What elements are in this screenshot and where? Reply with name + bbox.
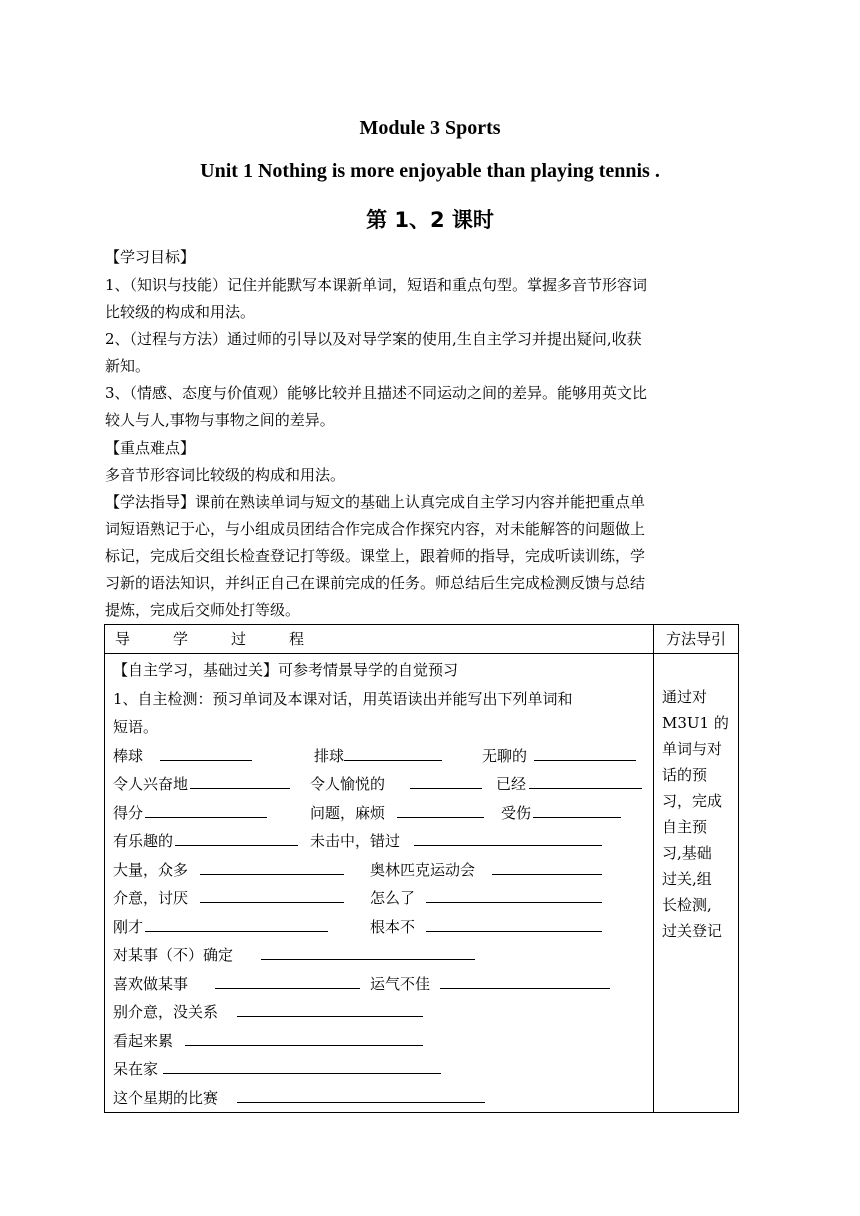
goals-heading: 【学习目标】: [105, 248, 196, 266]
answer-blank[interactable]: [190, 770, 290, 789]
process-header-char: 过: [231, 630, 247, 648]
method-guide-header: [654, 625, 739, 654]
answer-blank[interactable]: [410, 770, 482, 789]
answer-blank[interactable]: [344, 742, 442, 761]
vocab-row: [113, 998, 653, 1027]
method-line-2: 词短语熟记于心，与小组成员团结合作完成合作探究内容，对未能解答的问题做上: [105, 520, 646, 538]
vocab-prompt: 根本不: [370, 917, 416, 936]
method-line-3: 标记，完成后交组长检查登记打等级。课堂上，跟着师的指导，完成听读训练，学: [105, 547, 646, 565]
vocab-row: [113, 1084, 653, 1113]
unit-title: Unit 1 Nothing is more enjoyable than playing tennis .: [200, 160, 660, 182]
process-body: [105, 654, 654, 1113]
guide-line: 长检测,: [662, 896, 712, 914]
process-header: [105, 625, 654, 654]
guide-line: 习,基础: [662, 844, 712, 862]
vocab-prompt: 大量，众多: [113, 860, 189, 879]
goal-2-line-2: 新知。: [105, 357, 151, 375]
process-header-char: 程: [289, 630, 305, 648]
vocab-prompt: 令人愉悦的: [310, 775, 386, 793]
guide-line: M3U1 的: [662, 714, 729, 732]
goal-3-line-2: 较人与人,事物与事物之间的差异。: [105, 411, 335, 429]
vocab-row: [113, 1027, 653, 1056]
process-header-char: 导: [115, 630, 131, 648]
lesson-title: 第 1、2 课时: [366, 208, 494, 232]
vocab-prompt: 喜欢做某事: [113, 974, 189, 993]
answer-blank[interactable]: [534, 742, 636, 761]
method-guide-header-label: 方法导引: [665, 630, 726, 648]
vocab-prompt: 别介意，没关系: [113, 1003, 219, 1021]
vocab-row: [113, 856, 653, 885]
vocab-row: [113, 827, 653, 856]
guide-line: 过关,组: [662, 870, 712, 888]
answer-blank[interactable]: [160, 742, 252, 761]
vocab-row: [113, 884, 653, 913]
vocab-row: [113, 1055, 653, 1084]
process-header-char: 学: [173, 630, 189, 648]
vocab-prompt: 呆在家: [113, 1060, 159, 1078]
vocab-row: [113, 970, 653, 999]
vocab-row: [113, 770, 653, 799]
vocab-prompt: 未击中，错过: [310, 832, 401, 850]
method-line-1: 【学法指导】课前在熟读单词与短文的基础上认真完成自主学习内容并能把重点单: [105, 493, 646, 511]
answer-blank[interactable]: [426, 913, 602, 932]
goal-1-line-1: 1、（知识与技能）记住并能默写本课新单词，短语和重点句型。掌握多音节形容词: [105, 276, 648, 294]
vocab-prompt: 介意，讨厌: [113, 889, 189, 907]
goal-2-line-1: 2、（过程与方法）通过师的引导以及对导学案的使用,生自主学习并提出疑问,收获: [105, 330, 642, 348]
answer-blank[interactable]: [397, 799, 484, 818]
study-process-table: [104, 624, 739, 1113]
goal-1-line-2: 比较级的构成和用法。: [105, 303, 256, 321]
vocab-prompt: 奥林匹克运动会: [370, 860, 476, 879]
answer-blank[interactable]: [492, 856, 602, 875]
answer-blank[interactable]: [237, 998, 423, 1017]
task-line-1: 1、自主检测：预习单词及本课对话，用英语读出并能写出下列单词和: [113, 689, 573, 708]
answer-blank[interactable]: [145, 799, 267, 818]
answer-blank[interactable]: [200, 884, 344, 903]
answer-blank[interactable]: [185, 1027, 423, 1046]
vocab-prompt: 怎么了: [370, 889, 416, 907]
vocab-prompt: 棒球: [113, 746, 144, 765]
answer-blank[interactable]: [215, 970, 360, 989]
guide-line: 话的预: [662, 766, 708, 784]
answer-blank[interactable]: [533, 799, 621, 818]
vocab-row: [113, 913, 653, 942]
vocab-row: [113, 799, 653, 828]
key-points-text: 多音节形容词比较级的构成和用法。: [105, 466, 346, 484]
vocab-prompt: 排球: [314, 746, 345, 765]
vocab-prompt: 令人兴奋地: [113, 775, 189, 793]
vocab-prompt: 得分: [113, 803, 144, 822]
answer-blank[interactable]: [440, 970, 610, 989]
vocab-row: [113, 941, 653, 970]
answer-blank[interactable]: [261, 941, 475, 960]
answer-blank[interactable]: [237, 1084, 485, 1103]
guide-line: 过关登记: [662, 922, 723, 940]
vocab-prompt: 受伤: [501, 803, 532, 822]
answer-blank[interactable]: [175, 827, 298, 846]
answer-blank[interactable]: [414, 827, 602, 846]
module-title: Module 3 Sports: [359, 117, 501, 139]
vocab-prompt: 对某事（不）确定: [113, 946, 234, 964]
vocab-row: [113, 742, 653, 771]
method-line-4: 习新的语法知识，并纠正自己在课前完成的任务。师总结后生完成检测反馈与总结: [105, 574, 646, 592]
answer-blank[interactable]: [529, 770, 642, 789]
vocab-prompt: 这个星期的比赛: [113, 1088, 219, 1107]
task-line-2: 短语。: [113, 718, 159, 736]
vocab-prompt: 运气不佳: [370, 974, 431, 993]
method-line-5: 提炼，完成后交师处打等级。: [105, 601, 301, 619]
answer-blank[interactable]: [163, 1055, 441, 1074]
vocab-prompt: 问题，麻烦: [310, 803, 386, 822]
vocab-prompt: 看起来累: [113, 1031, 174, 1050]
vocab-prompt: 已经: [496, 775, 527, 793]
guide-line: 单词与对: [662, 740, 723, 758]
section-title: 【自主学习，基础过关】可参考情景导学的自觉预习: [113, 661, 459, 679]
guide-line: 习，完成: [662, 792, 723, 810]
key-points-heading: 【重点难点】: [105, 439, 196, 457]
vocab-prompt: 无聊的: [482, 746, 528, 765]
vocab-prompt: 刚才: [113, 917, 144, 936]
answer-blank[interactable]: [200, 856, 344, 875]
method-guide-body: [654, 654, 739, 1113]
vocab-prompt: 有乐趣的: [113, 832, 174, 850]
answer-blank[interactable]: [426, 884, 602, 903]
goal-3-line-1: 3、（情感、态度与价值观）能够比较并且描述不同运动之间的差异。能够用英文比: [105, 384, 648, 402]
guide-line: 通过对: [662, 688, 708, 706]
guide-line: 自主预: [662, 818, 708, 836]
answer-blank[interactable]: [145, 913, 328, 932]
